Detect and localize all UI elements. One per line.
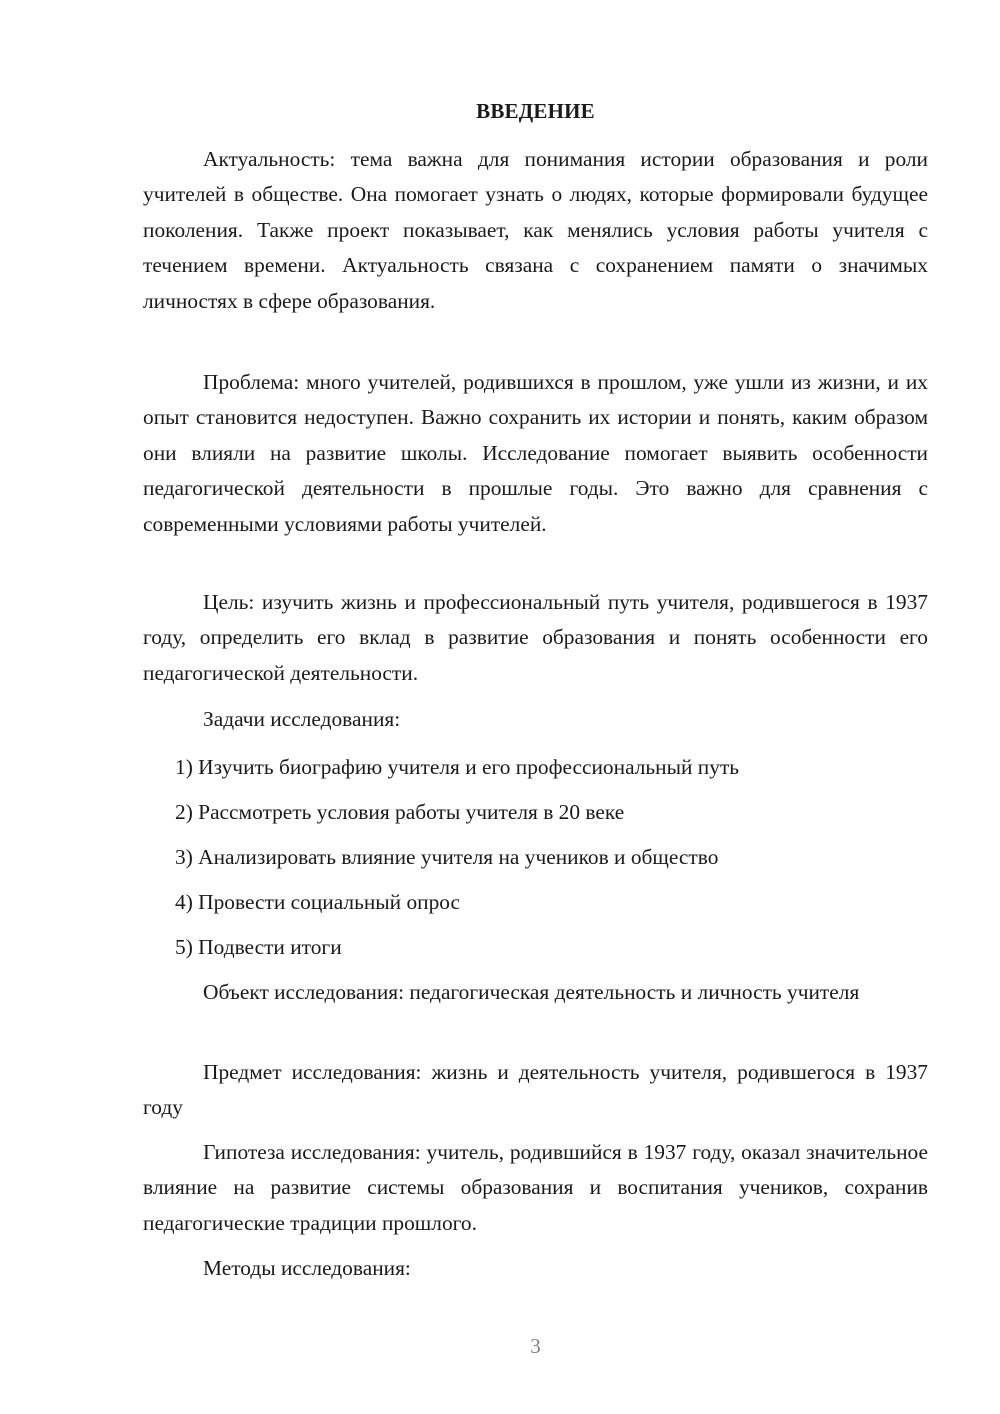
- task-item-2: 2) Рассмотреть условия работы учителя в 20 веке: [175, 800, 625, 824]
- task-item-4: 4) Провести социальный опрос: [175, 890, 461, 914]
- paragraph-problem: Проблема: много учителей, родившихся в прошлом, уже ушли из жизни, и их опыт становится недоступен. Важно сохранить их истории и понять, каким образом они влияли на развитие школы. Исследование помогает выявить особенности педагогической деятельности в прошлые годы. Это важно для сравнения с современными условиями работы учителей.: [143, 370, 928, 536]
- methods-heading: Методы исследования:: [203, 1256, 411, 1280]
- paragraph-subject: Предмет исследования: жизнь и деятельность учителя, родившегося в 1937 году: [143, 1060, 928, 1120]
- paragraph-relevance: Актуальность: тема важна для понимания истории образования и роли учителей в обществе. Она помогает узнать о людях, которые формировали будущее поколения. Также проект показывает, как менялись условия работы учителя с течением времени. Актуальность связана с сохранением памяти о значимых личностях в сфере образования.: [143, 147, 928, 313]
- tasks-heading: Задачи исследования:: [203, 707, 401, 731]
- page-number: 3: [530, 1334, 541, 1358]
- section-title: ВВЕДЕНИЕ: [476, 99, 595, 123]
- paragraph-hypothesis: Гипотеза исследования: учитель, родившийся в 1937 году, оказал значительное влияние на развитие системы образования и воспитания учеников, сохранив педагогические традиции прошлого.: [143, 1140, 928, 1235]
- paragraph-object: Объект исследования: педагогическая деятельность и личность учителя: [203, 980, 860, 1004]
- task-item-1: 1) Изучить биографию учителя и его профессиональный путь: [175, 755, 740, 779]
- paragraph-goal: Цель: изучить жизнь и профессиональный путь учителя, родившегося в 1937 году, определить его вклад в развитие образования и понять особенности его педагогической деятельности.: [143, 590, 928, 685]
- task-item-5: 5) Подвести итоги: [175, 935, 342, 959]
- task-item-3: 3) Анализировать влияние учителя на учеников и общество: [175, 845, 719, 869]
